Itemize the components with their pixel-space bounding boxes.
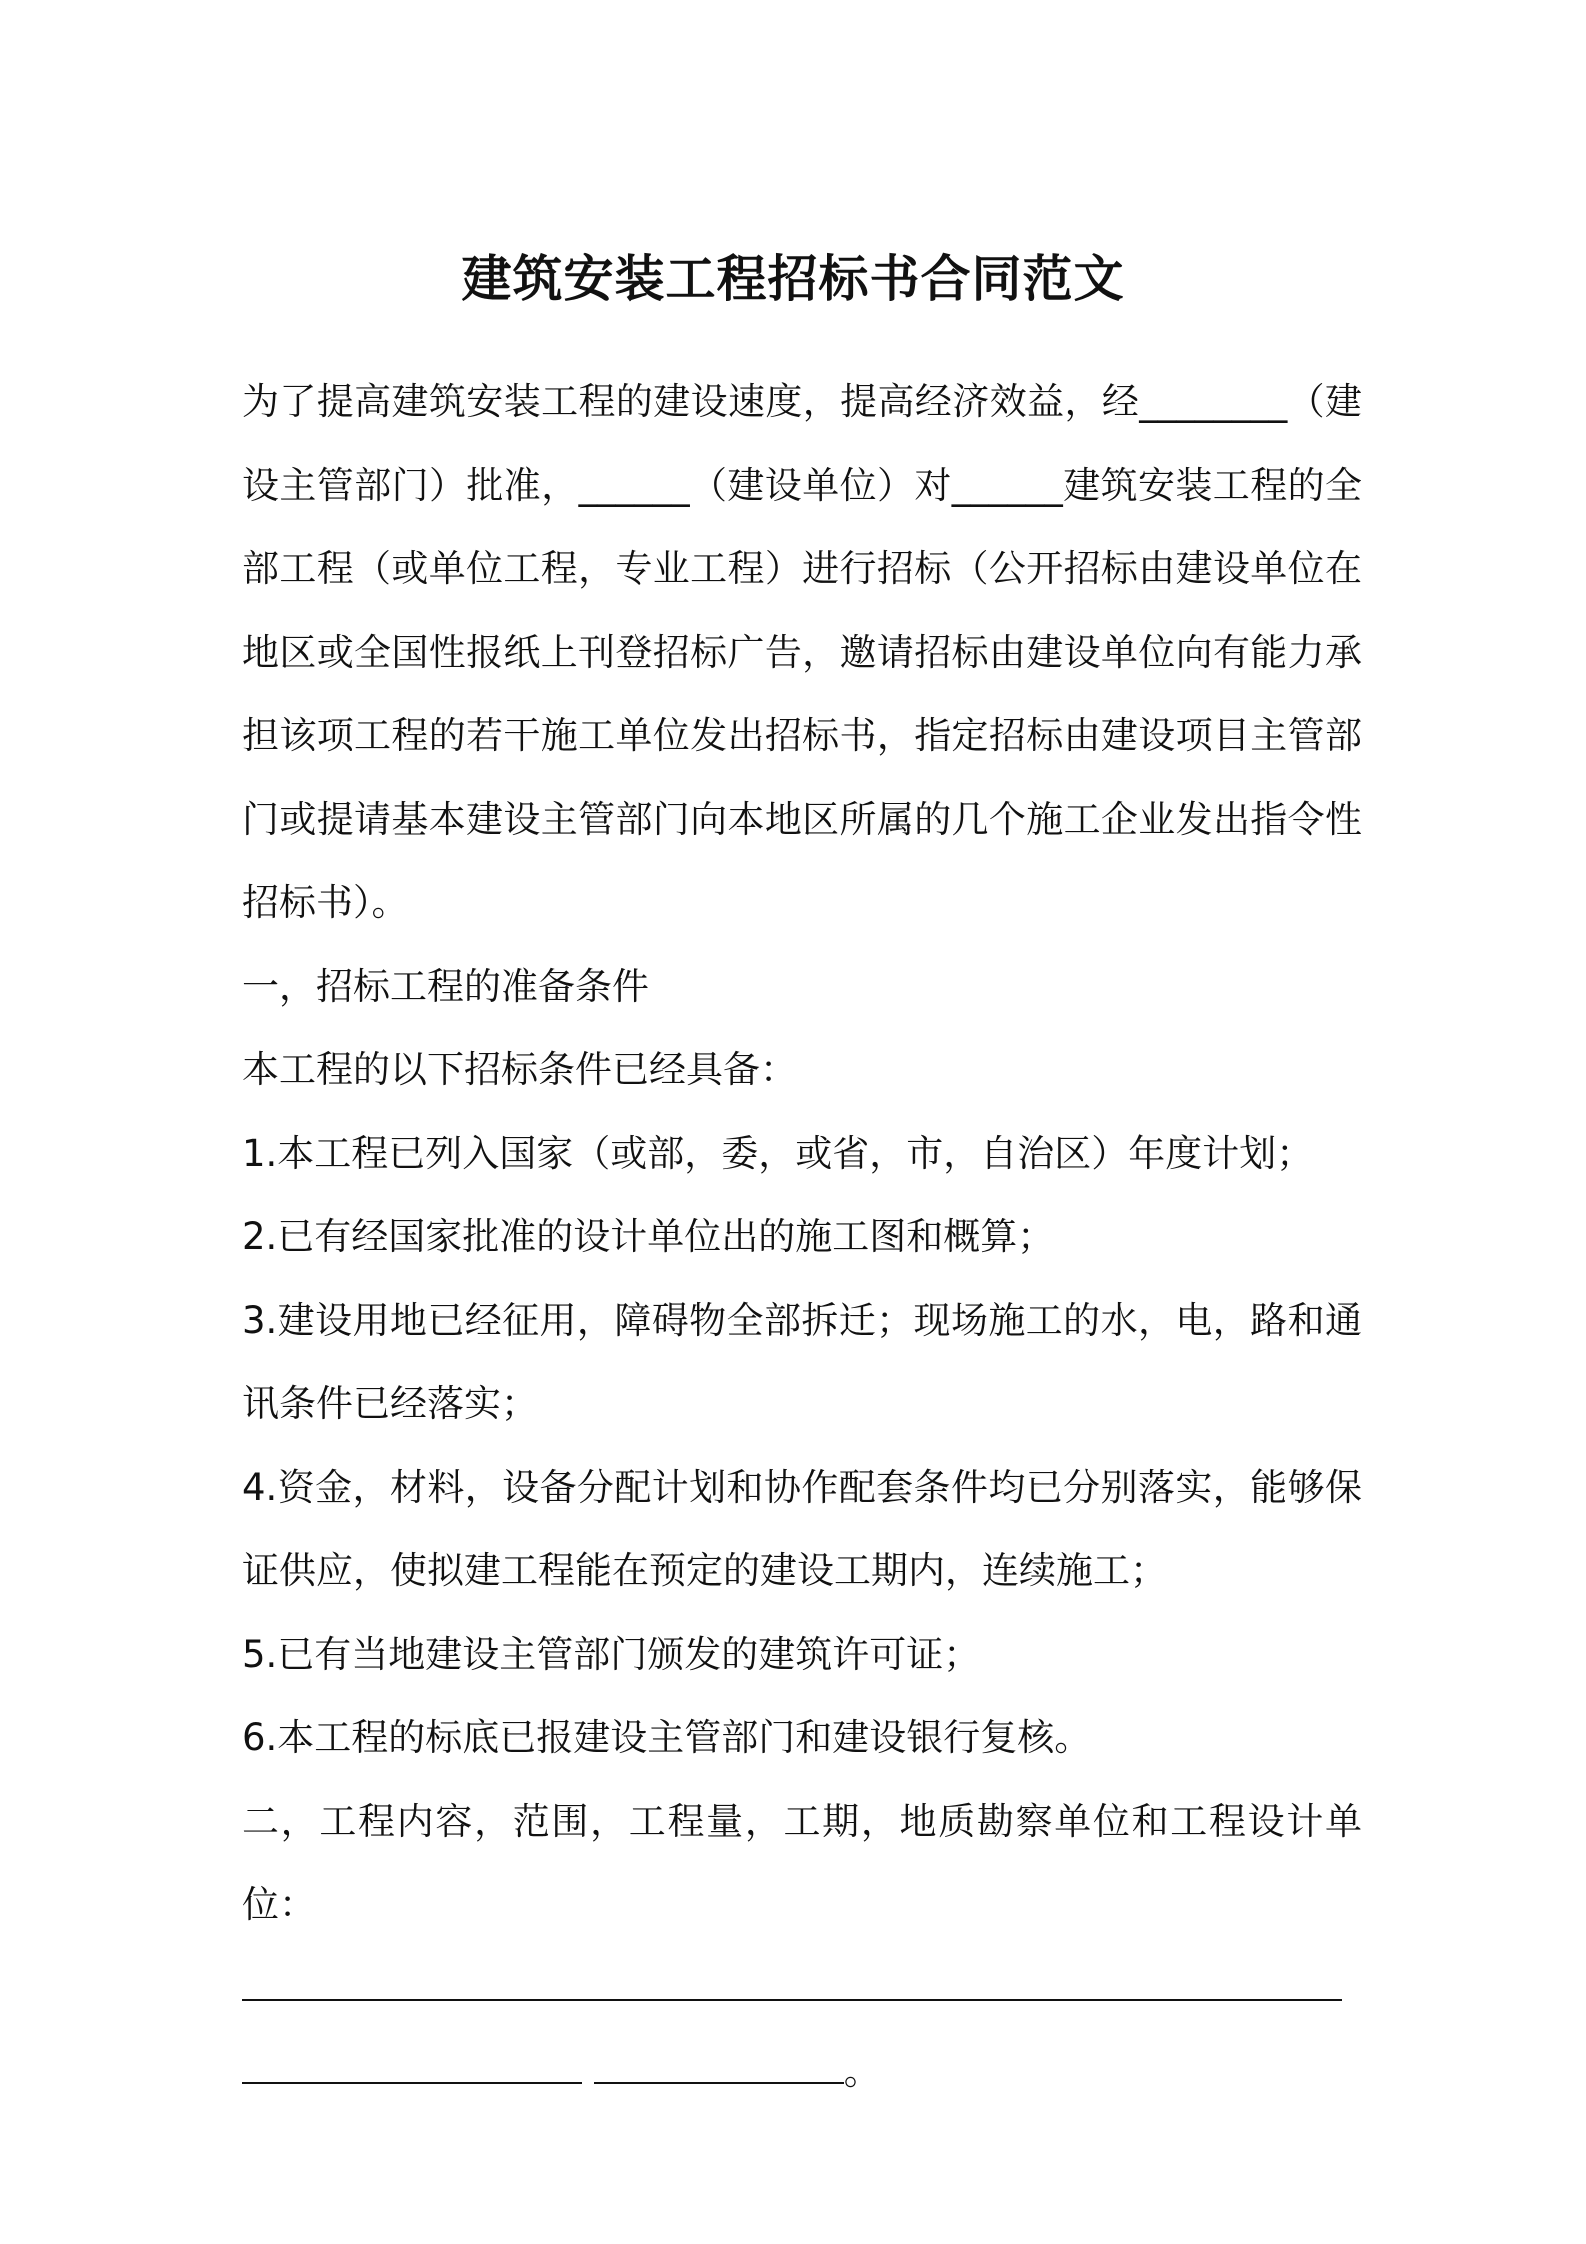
document-title: 建筑安装工程招标书合同范文: [461, 249, 1125, 308]
condition-item-4: 4.资金，材料，设备分配计划和协作配套条件均已分别落实，能够保证供应，使拟建工程能在预定的建设工期内，连续施工；: [242, 1465, 1362, 1592]
end-mark: 。: [843, 2050, 881, 2093]
fill-line-1: [242, 1947, 1362, 2031]
section-lead-1: 本工程的以下招标条件已经具备：: [242, 1048, 797, 1091]
condition-item-6: 6.本工程的标底已报建设主管部门和建设银行复核。: [242, 1716, 1092, 1759]
condition-item-2: 2.已有经国家批准的设计单位出的施工图和概算；: [242, 1215, 1055, 1258]
fill-line-2: [242, 2030, 1362, 2114]
intro-paragraph: 为了提高建筑安装工程的建设速度，提高经济效益，经________（建设主管部门）批准，______（建设单位）对______建筑安装工程的全部工程（或单位工程，专业工程）进行招标（公开招标由建设单位在地区或全国性报纸上刊登招标广告，邀请招标由建设单位向有能力承担该项工程的若干施工单位发出招标书，指定招标由建设项目主管部门或提请基本建设主管部门向本地区所属的几个施工企业发出指令性招标书）。: [242, 380, 1362, 924]
document-body: [242, 360, 1362, 2114]
blank-line: [242, 2047, 582, 2084]
condition-item-1: 1.本工程已列入国家（或部，委，或省，市，自治区）年度计划；: [242, 1131, 1314, 1175]
condition-item-5: 5.已有当地建设主管部门颁发的建筑许可证；: [242, 1632, 981, 1676]
section-heading-2: 二，工程内容，范围，工程量，工期，地质勘察单位和工程设计单位：: [242, 1799, 1362, 1926]
condition-item-3: 3.建设用地已经征用，障碍物全部拆迁；现场施工的水，电，路和通讯条件已经落实；: [242, 1298, 1362, 1425]
blank-line: [242, 1963, 1342, 2000]
section-heading-1: 一，招标工程的准备条件: [242, 964, 649, 1008]
blank-line: [594, 2047, 844, 2084]
